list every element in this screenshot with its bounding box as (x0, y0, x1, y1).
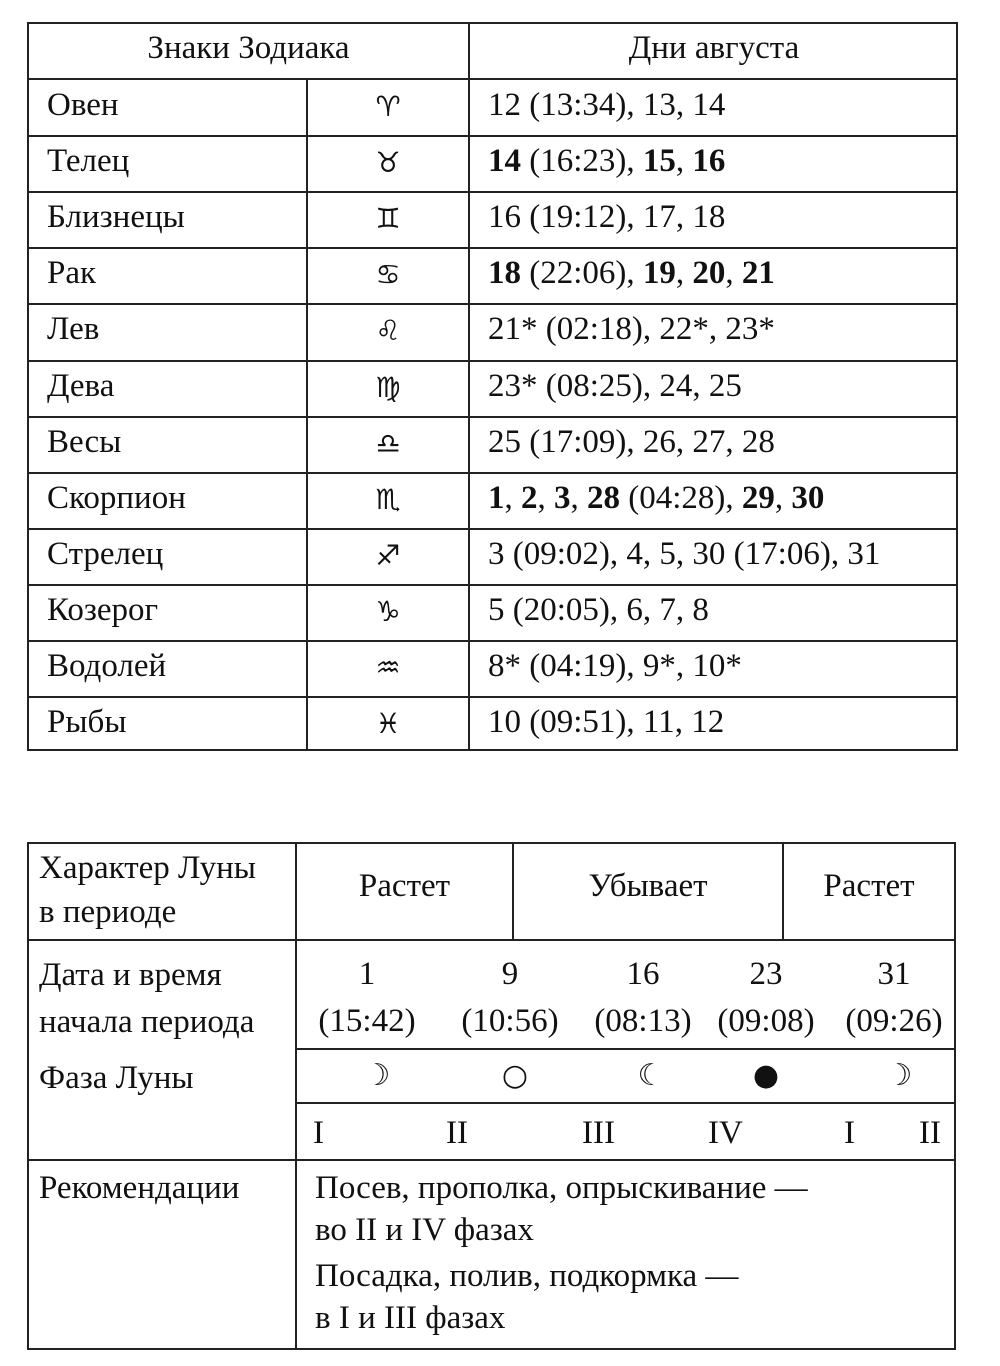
zodiac-sign-name: Рыбы (47, 704, 127, 741)
zodiac-days: 10 (09:51), 11, 12 (488, 704, 725, 741)
zodiac-symbol-icon: ♌ (375, 314, 401, 348)
zodiac-days: 5 (20:05), 6, 7, 8 (488, 591, 709, 628)
zodiac-symbol-icon: ♊ (375, 202, 401, 236)
zodiac-table (27, 22, 958, 751)
char-value-2: Убывает (588, 868, 708, 904)
char-label-1: Характер Луны (39, 850, 256, 886)
waning-crescent-icon: ☾ (637, 1058, 665, 1093)
zodiac-sign-name: Весы (47, 423, 122, 460)
date-label-2: начала периода (39, 1004, 255, 1040)
zodiac-symbol-icon: ♋ (375, 258, 401, 292)
phase-number-3: III (582, 1115, 615, 1151)
header-days: Дни августа (628, 30, 800, 66)
zodiac-sign-name: Овен (47, 87, 119, 123)
phase-number-4: IV (708, 1115, 743, 1151)
date-day-5: 31 (877, 956, 911, 992)
phase-number-6: II (919, 1115, 941, 1151)
zodiac-days: 1, 2, 3, 28 (04:28), 29, 30 (488, 479, 825, 516)
char-value-3: Растет (823, 868, 915, 904)
date-time-3: (08:13) (594, 1003, 692, 1039)
waxing-crescent-icon-2: ☽ (885, 1058, 913, 1093)
phase-number-1: I (313, 1115, 324, 1151)
rec-line-1: Посев, прополка, опрыскивание — (315, 1170, 808, 1206)
zodiac-days: 18 (22:06), 19, 20, 21 (488, 255, 775, 292)
zodiac-days: 21* (02:18), 22*, 23* (488, 311, 775, 348)
date-day-3: 16 (626, 956, 660, 992)
date-day-4: 23 (749, 956, 783, 992)
zodiac-sign-name: Скорпион (47, 479, 186, 516)
zodiac-sign-name: Лев (47, 311, 100, 348)
zodiac-symbol-icon: ♍ (375, 370, 401, 404)
zodiac-sign-name: Стрелец (47, 535, 164, 572)
phase-label: Фаза Луны (39, 1060, 194, 1096)
zodiac-symbol-icon: ♉ (375, 146, 401, 180)
zodiac-symbol-icon: ♏ (375, 482, 401, 516)
moon-table (27, 842, 956, 1350)
date-label-1: Дата и время (39, 957, 222, 993)
char-label-2: в периоде (39, 894, 177, 930)
zodiac-sign-name: Телец (47, 143, 130, 180)
zodiac-symbol-icon: ♈ (375, 90, 401, 123)
date-day-1: 1 (358, 956, 376, 992)
zodiac-sign-name: Дева (47, 367, 115, 404)
zodiac-sign-name: Козерог (47, 591, 159, 628)
zodiac-sign-name: Близнецы (47, 199, 185, 236)
zodiac-days: 12 (13:34), 13, 14 (488, 87, 726, 123)
zodiac-symbol-icon: ♎ (375, 426, 401, 460)
zodiac-symbol-icon: ♑ (375, 594, 401, 628)
char-value-1: Растет (358, 868, 451, 904)
rec-line-2: во II и IV фазах (315, 1212, 534, 1248)
zodiac-days: 14 (16:23), 15, 16 (488, 143, 726, 180)
rec-line-3: Посадка, полив, подкормка — (315, 1258, 739, 1294)
new-moon-icon: ● (752, 1058, 780, 1093)
zodiac-days: 16 (19:12), 17, 18 (488, 199, 726, 236)
zodiac-sign-name: Водолей (47, 648, 167, 684)
date-time-2: (10:56) (461, 1003, 559, 1039)
phase-number-5: I (844, 1115, 855, 1151)
full-moon-icon: ○ (501, 1058, 529, 1093)
rec-label: Рекомендации (39, 1170, 240, 1206)
zodiac-days: 23* (08:25), 24, 25 (488, 367, 742, 404)
date-time-1: (15:42) (318, 1003, 416, 1039)
waxing-crescent-icon: ☽ (363, 1058, 391, 1093)
zodiac-symbol-icon: ♓ (375, 707, 401, 741)
zodiac-days: 8* (04:19), 9*, 10* (488, 648, 742, 684)
date-day-2: 9 (501, 956, 519, 992)
phase-number-2: II (446, 1115, 468, 1151)
rec-line-4: в I и III фазах (315, 1300, 506, 1336)
zodiac-days: 25 (17:09), 26, 27, 28 (488, 423, 775, 460)
zodiac-symbol-icon: ♒ (375, 651, 401, 684)
zodiac-days: 3 (09:02), 4, 5, 30 (17:06), 31 (488, 535, 881, 572)
date-time-5: (09:26) (845, 1003, 943, 1039)
date-time-4: (09:08) (717, 1003, 815, 1039)
header-signs: Знаки Зодиака (147, 30, 350, 66)
zodiac-sign-name: Рак (47, 255, 97, 292)
zodiac-symbol-icon: ♐ (375, 538, 401, 572)
